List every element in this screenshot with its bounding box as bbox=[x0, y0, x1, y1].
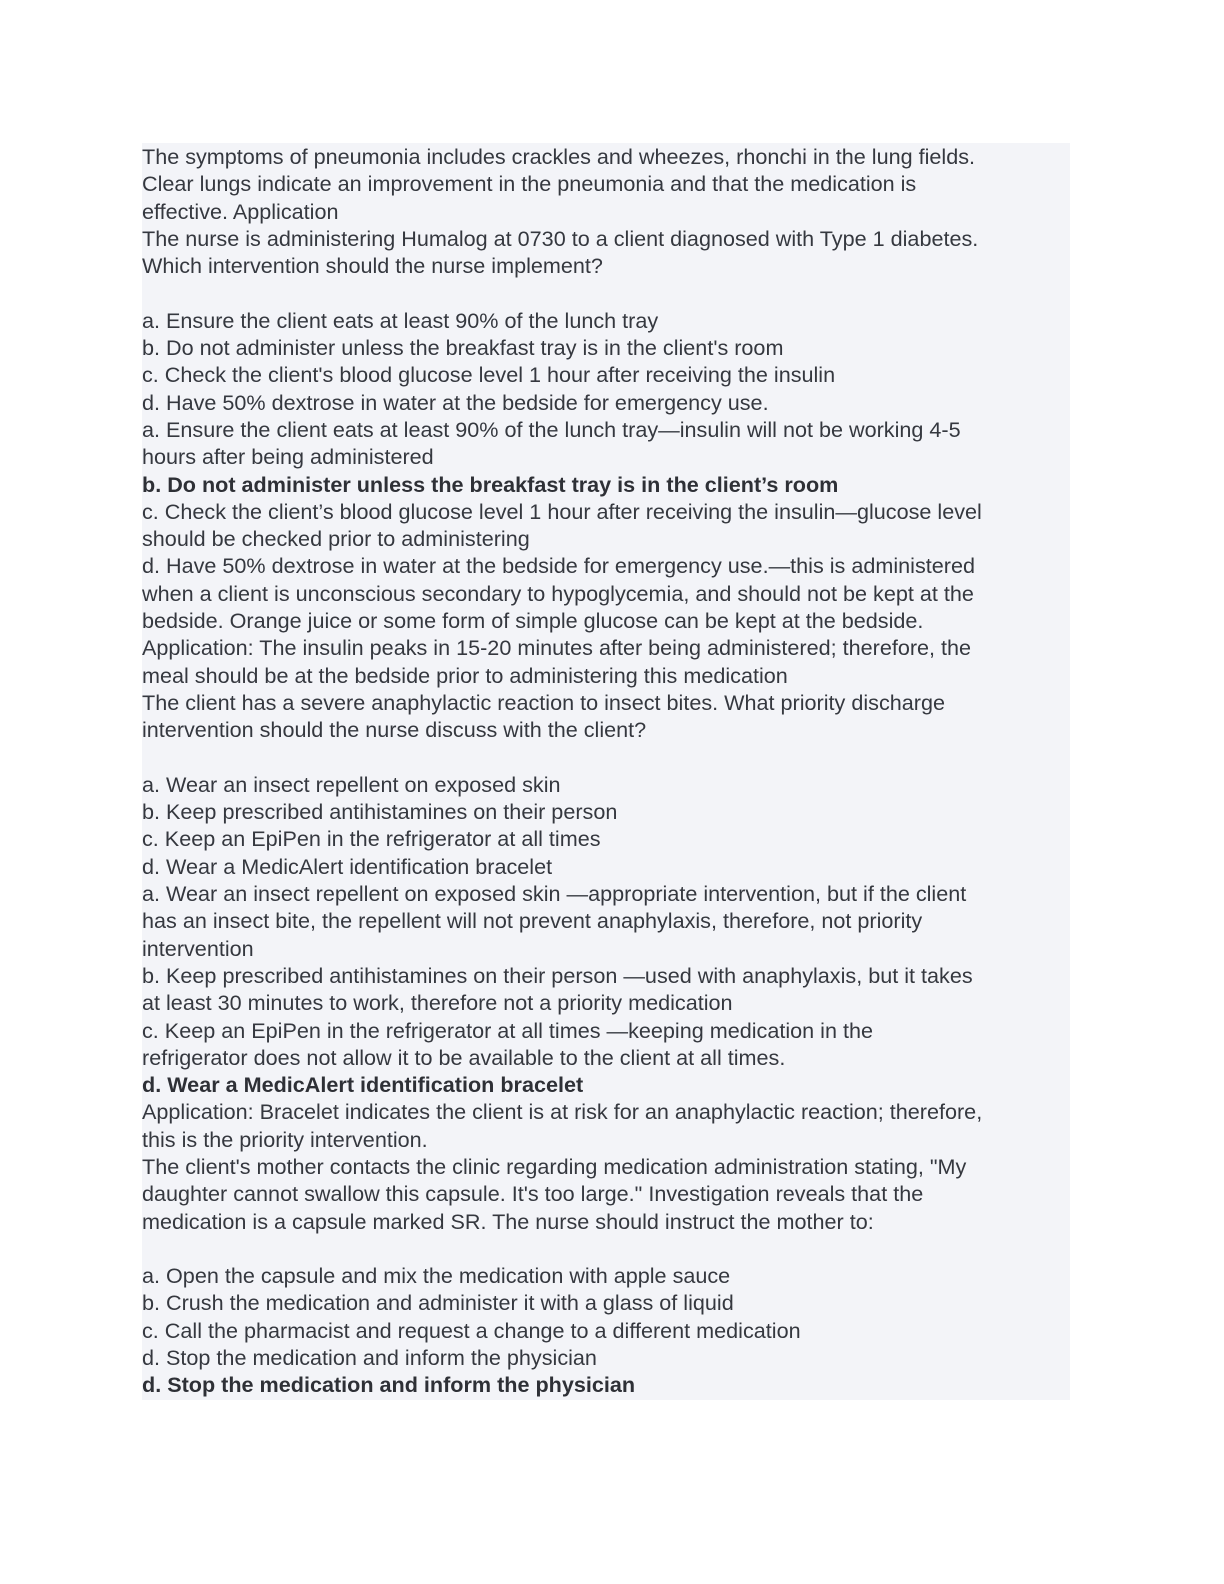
text-line: intervention should the nurse discuss with the client? bbox=[142, 717, 647, 743]
text-line: a. Wear an insect repellent on exposed skin —appropriate intervention, but if the client bbox=[142, 881, 967, 907]
text-line: hours after being administered bbox=[142, 444, 434, 470]
text-line: b. Keep prescribed antihistamines on their person —used with anaphylaxis, but it takes bbox=[142, 962, 973, 988]
text-line: this is the priority intervention. bbox=[142, 1126, 428, 1152]
text-line: daughter cannot swallow this capsule. It's too large." Investigation reveals that the bbox=[142, 1181, 924, 1207]
text-line: b. Keep prescribed antihistamines on their person bbox=[142, 799, 618, 825]
blank-line bbox=[142, 744, 1070, 771]
text-line: at least 30 minutes to work, therefore not a priority medication bbox=[142, 990, 733, 1016]
text-line: d. Have 50% dextrose in water at the bedside for emergency use.—this is administered bbox=[142, 553, 975, 579]
text-line: Which intervention should the nurse implement? bbox=[142, 253, 603, 279]
text-line: refrigerator does not allow it to be available to the client at all times. bbox=[142, 1044, 786, 1070]
text-line: b. Crush the medication and administer it with a glass of liquid bbox=[142, 1290, 734, 1316]
text-line: b. Do not administer unless the breakfast tray is in the client's room bbox=[142, 335, 784, 361]
document-page bbox=[142, 143, 1070, 1400]
text-line: Clear lungs indicate an improvement in the pneumonia and that the medication is bbox=[142, 171, 917, 197]
text-line: c. Keep an EpiPen in the refrigerator at all times bbox=[142, 826, 601, 852]
text-line: a. Ensure the client eats at least 90% of the lunch tray—insulin will not be working 4-5 bbox=[142, 416, 961, 442]
text-line: a. Open the capsule and mix the medication with apple sauce bbox=[142, 1263, 731, 1289]
text-line: The nurse is administering Humalog at 0730 to a client diagnosed with Type 1 diabetes. bbox=[142, 225, 979, 251]
text-line: Application: The insulin peaks in 15-20 minutes after being administered; therefore, the bbox=[142, 635, 972, 661]
text-line: effective. Application bbox=[142, 198, 339, 224]
text-line: intervention bbox=[142, 935, 254, 961]
answer-line: b. Do not administer unless the breakfast tray is in the client’s room bbox=[142, 471, 839, 497]
answer-line: d. Stop the medication and inform the physician bbox=[142, 1372, 636, 1398]
text-line: should be checked prior to administering bbox=[142, 526, 530, 552]
text-line: c. Keep an EpiPen in the refrigerator at all times —keeping medication in the bbox=[142, 1017, 873, 1043]
text-line: bedside. Orange juice or some form of simple glucose can be kept at the bedside. bbox=[142, 608, 924, 634]
blank-line bbox=[142, 1235, 1070, 1262]
text-line: c. Call the pharmacist and request a change to a different medication bbox=[142, 1317, 801, 1343]
text-line: a. Wear an insect repellent on exposed skin bbox=[142, 771, 561, 797]
text-line: The symptoms of pneumonia includes crackles and wheezes, rhonchi in the lung fields. bbox=[142, 144, 976, 169]
text-line: c. Check the client's blood glucose level 1 hour after receiving the insulin bbox=[142, 362, 836, 388]
text-line: d. Wear a MedicAlert identification bracelet bbox=[142, 853, 553, 879]
text-line: The client's mother contacts the clinic regarding medication administration stating, "My bbox=[142, 1153, 967, 1179]
text-line: The client has a severe anaphylactic reaction to insect bites. What priority discharge bbox=[142, 689, 945, 715]
text-line: when a client is unconscious secondary to hypoglycemia, and should not be kept at the bbox=[142, 580, 974, 606]
text-line: c. Check the client’s blood glucose level 1 hour after receiving the insulin—glucose level bbox=[142, 498, 982, 524]
text-line: has an insect bite, the repellent will not prevent anaphylaxis, therefore, not priority bbox=[142, 908, 923, 934]
text-line: d. Stop the medication and inform the physician bbox=[142, 1345, 597, 1371]
answer-line: d. Wear a MedicAlert identification bracelet bbox=[142, 1072, 584, 1098]
text-line: Application: Bracelet indicates the client is at risk for an anaphylactic reaction; therefore, bbox=[142, 1099, 983, 1125]
text-line: d. Have 50% dextrose in water at the bedside for emergency use. bbox=[142, 389, 769, 415]
text-line: a. Ensure the client eats at least 90% of the lunch tray bbox=[142, 307, 659, 333]
text-line: medication is a capsule marked SR. The nurse should instruct the mother to: bbox=[142, 1208, 874, 1234]
blank-line bbox=[142, 279, 1070, 306]
text-line: meal should be at the bedside prior to administering this medication bbox=[142, 662, 788, 688]
